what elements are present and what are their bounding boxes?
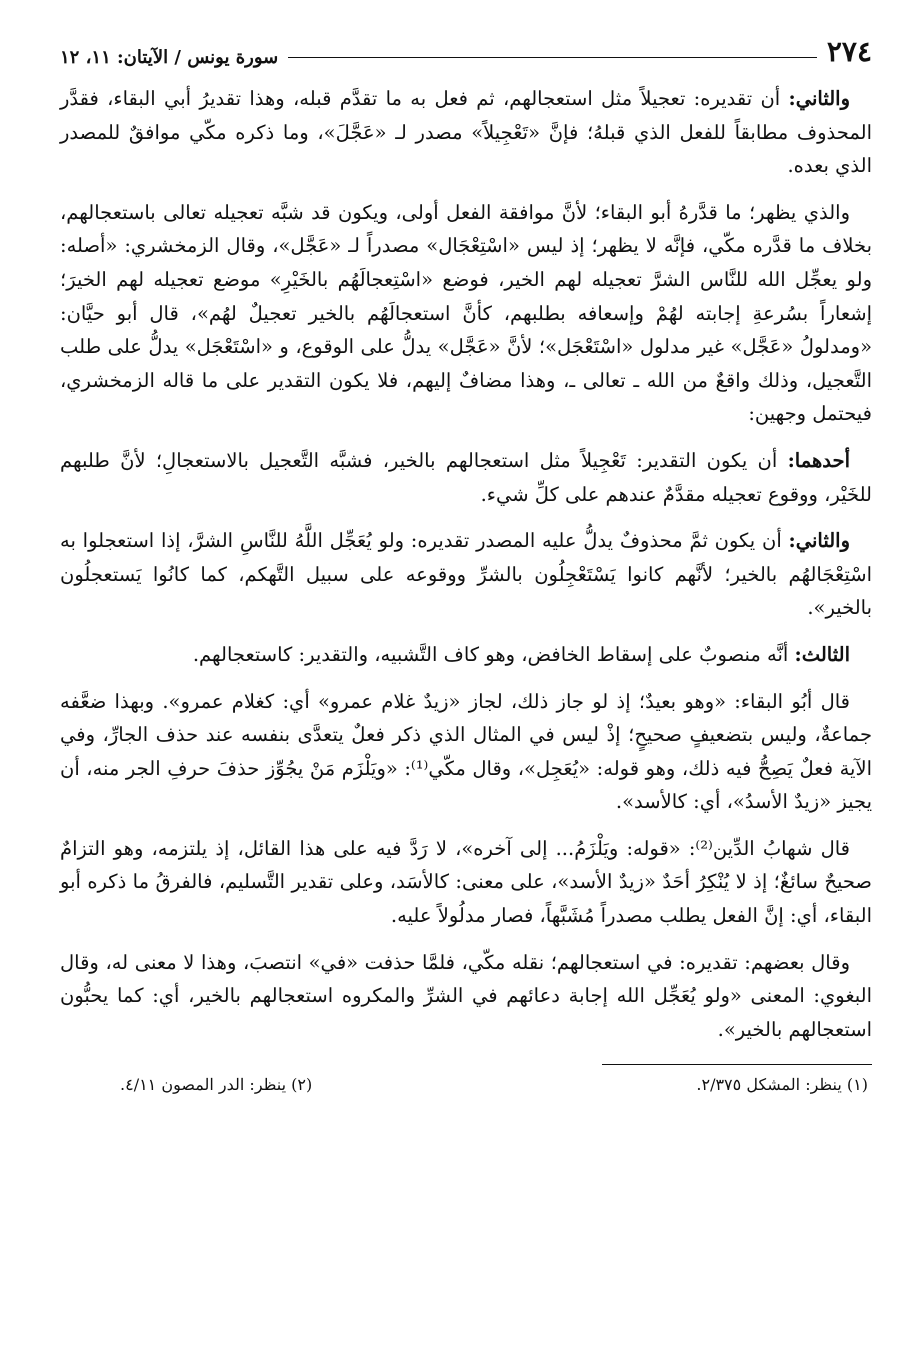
paragraph-text: وقال بعضهم: تقديره: في استعجالهم؛ نقله مكّي، فلمَّا حذفت «في» انتصبَ، وهذا لا معنى له، وقال البغوي: المعنى «ولو يُعَجِّل الله إجابة دعائهم في الشرِّ والمكروه استعجالهم بالخير، أي: كما يحبُّون استعجالهم بالخير». (60, 950, 872, 1041)
paragraph-lead: والثاني: (788, 87, 850, 110)
paragraph (60, 82, 872, 183)
paragraph (60, 524, 872, 625)
paragraph-lead: والثاني: (788, 529, 850, 553)
footnote-rule (602, 1064, 872, 1065)
footnotes (60, 1075, 872, 1094)
header-rule (288, 57, 817, 58)
paragraph-text: قال أبُو البقاء: «وهو بعيدٌ؛ إذ لو جاز ذلك، لجاز «زيدٌ غلام عمرو» أي: كغلام عمرو». وبهذا ضعَّفه جماعةٌ، وليس بتضعيفٍ صحيحٍ؛ إذْ ليس في المثال الذي ذكر فعلٌ يتعدَّى بنفسه عند حذف الجارِّ، وفي الآية فعلٌ يَصِحُّ فيه ذلك، وهو قوله: «يُعَجِل»، وقال مكّي⁽¹⁾: «ويَلْزَم مَنْ يجُوِّز حذفَ حرفِ الجر منه، أن يجيز «زيدٌ الأسدُ»، أي: كالأسد». (60, 689, 872, 814)
paragraph (60, 196, 872, 431)
paragraph (60, 638, 872, 672)
paragraph-text: قال شهابُ الدِّين⁽²⁾: «قوله: ويَلْزَمُ... إلى آخره»، لا رَدَّ فيه على هذا القائل، إذ يلتزمه، وهو التزامٌ صحيحٌ سائغٌ؛ إذ لا يُنْكِرُ أحَدٌ «زيدٌ الأسد»، على معنى: كالأسَد، وعلى تقدير التَّسليم، فالفرقُ ما ذكره أبو البقاء، أي: إنَّ الفعل يطلب مصدراً مُشَبَّهاً، فصار مدلُولاً عليه. (60, 836, 872, 928)
paragraph-lead: الثالث: (794, 642, 850, 666)
paragraph (60, 946, 872, 1047)
page-number: ٢٧٤ (826, 35, 872, 68)
paragraph (60, 832, 872, 933)
paragraph-lead: أحدهما: (787, 448, 850, 472)
paragraph-text: أن يكون التقدير: تَعْجِيلاً مثل استعجالهم بالخير، فشبَّه التَّعجيل بالاستعجالِ؛ لأنَّ طلبهم للخَيْر، ووقوع تعجيله مقدَّمٌ عندهم على كلِّ شيء. (60, 448, 872, 506)
running-title: سورة يونس / الآيتان: ١١، ١٢ (60, 47, 279, 68)
footnote-2: (٢) ينظر: الدر المصون ٤/١١. (120, 1075, 313, 1095)
page-header (60, 28, 872, 68)
paragraph (60, 444, 872, 511)
paragraph-text: أن تقديره: تعجيلاً مثل استعجالهم، ثم فعل به ما تقدَّم قبله، وهذا تقديرُ أبي البقاء، فقدَّر المحذوف مطابقاً للفعل الذي قبلهُ؛ فإنَّ «تَعْجِيلاً» مصدر لـ «عَجَّلَ»، وما ذكره مكّي موافقٌ للمصدر الذي بعده. (60, 87, 872, 178)
paragraph-text: أن يكون ثمَّ محذوفٌ يدلُّ عليه المصدر تقديره: ولو يُعَجِّل اللَّهُ للنَّاسِ الشرَّ، إذا استعجلوا به اسْتِعْجَالهُم بالخير؛ لأنَّهم كانوا يَسْتَعْجِلُون بالشرِّ ووقوعه على سبيل التَّهكم، كما كانُوا يَستعجلُون بالخير». (60, 529, 872, 620)
footnote-1: (١) ينظر: المشكل ٢/٣٧٥. (696, 1075, 868, 1095)
paragraph-text: والذي يظهر؛ ما قدَّرهُ أبو البقاء؛ لأنَّ موافقة الفعل أولى، ويكون قد شبَّه تعجيله تعالى باستعجالهم، بخلاف ما قدَّره مكّي، فإنَّه لا يظهر؛ إذ ليس «اسْتِعْجَال» مصدراً لـ «عَجَّل»، وقال الزمخشري: «أصله: ولو يعجِّل الله للنَّاس الشرَّ تعجيله لهم الخير، فوضع «اسْتِعجالَهُم بالخَيْرِ» موضع تعجيله لهم الخيرَ؛ إشعاراً بسُرعةِ إجابته لهُمْ وإسعافه بطلبهم، كأنَّ استعجالَهُم بالخير تعجيلٌ لهُم»، قال أبو حيَّان: «ومدلولُ «عَجَّل» غير مدلول «اسْتَعْجَل»؛ لأنَّ «عَجَّل» يدلُّ على الوقوع، و «اسْتَعْجَل» يدلُّ على طلب التَّعجيل، وذلك واقعٌ من الله ـ تعالى ـ، وهذا مضافٌ إليهم، فلا يكون التقدير على ما قاله الزمخشري، فيحتمل وجهين: (60, 200, 872, 426)
body-text (60, 82, 872, 1046)
page (60, 28, 872, 1094)
paragraph (60, 685, 872, 819)
paragraph-text: أنَّه منصوبٌ على إسقاط الخافض، وهو كاف التَّشبيه، والتقدير: كاستعجالهم. (192, 642, 795, 666)
